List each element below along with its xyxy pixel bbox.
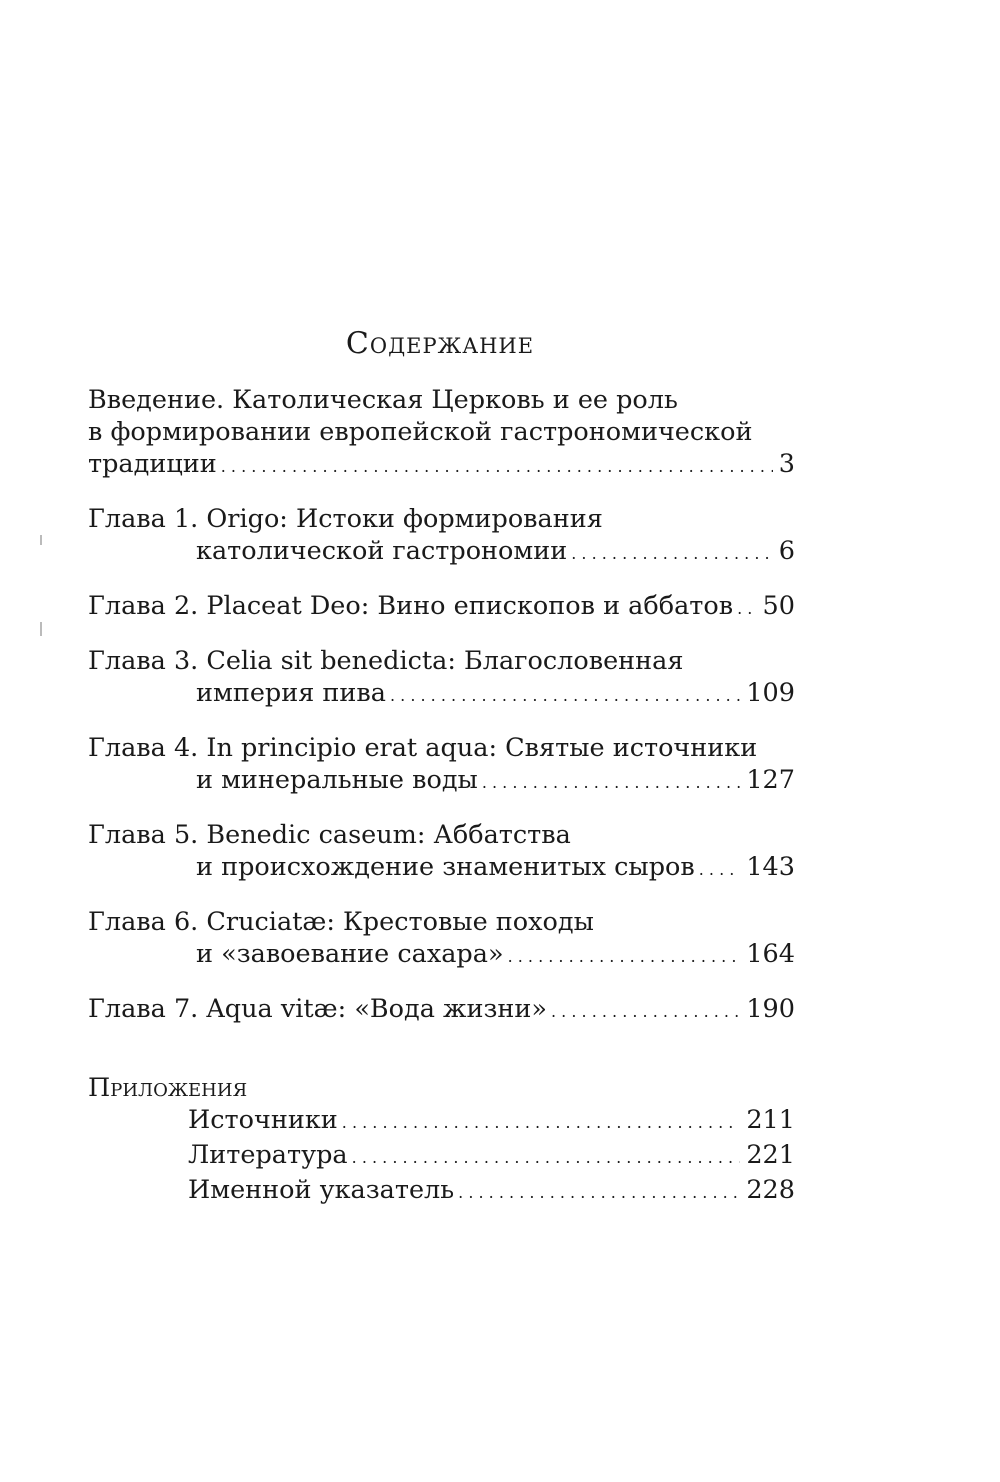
appendix-item-literature[interactable]: [188, 1139, 795, 1174]
toc-page-number: 3: [778, 449, 795, 479]
toc-entry-text: Глава 2. Placeat Deo: Вино епископов и аббатов: [88, 591, 734, 621]
toc-page-number: 190: [746, 994, 795, 1024]
toc-entry-text: империя пива: [196, 678, 386, 708]
toc-entry-line: [88, 938, 795, 973]
toc-entry-chapter-5[interactable]: [88, 819, 795, 886]
toc-entry-chapter-1[interactable]: [88, 503, 795, 570]
toc-entry-line: [88, 677, 795, 712]
toc-entry-text: Глава 7. Aqua vitæ: «Вода жизни»: [88, 994, 547, 1024]
dot-leader: [482, 764, 741, 799]
toc-entry-text: Глава 5. Benedic caseum: Аббатства: [88, 820, 571, 850]
toc-page-number: 6: [778, 536, 795, 566]
toc-entry-line: [88, 503, 795, 535]
toc-entry-line: [88, 535, 795, 570]
toc-page-number: 228: [746, 1175, 795, 1205]
dot-leader: [390, 677, 740, 712]
dot-leader: [571, 535, 773, 570]
toc-entry-line: [88, 764, 795, 799]
toc-page-number: 109: [746, 678, 795, 708]
toc-page-number: 127: [746, 765, 795, 795]
toc-entry-chapter-2[interactable]: [88, 590, 795, 625]
toc-entry-line: [88, 819, 795, 851]
appendix-item-name-index[interactable]: [188, 1174, 795, 1209]
toc-page-number: 211: [746, 1105, 795, 1135]
toc-entry-line: [88, 851, 795, 886]
toc-entry-line: [88, 732, 795, 764]
toc-page-number: 50: [762, 591, 795, 621]
appendix-item-sources[interactable]: [188, 1104, 795, 1139]
toc-entry-line: [88, 993, 795, 1028]
toc-entry-chapter-4[interactable]: [88, 732, 795, 799]
toc-entry-text: в формировании европейской гастрономической: [88, 417, 753, 447]
dot-leader: [342, 1104, 741, 1139]
toc-entry-chapter-3[interactable]: [88, 645, 795, 712]
toc-entry-text: Глава 6. Cruciatæ: Крестовые походы: [88, 907, 594, 937]
scan-speck: [40, 622, 42, 636]
toc-entry-text: Глава 3. Celia sit benedicta: Благословенная: [88, 646, 684, 676]
dot-leader: [737, 590, 756, 625]
toc-entry-introduction[interactable]: [88, 384, 795, 483]
toc-entry-text: Источники: [188, 1105, 338, 1135]
toc-entry-text: Глава 4. In principio erat aqua: Святые источники: [88, 733, 758, 763]
toc-entry-text: Именной указатель: [188, 1175, 455, 1205]
appendix-heading: Приложения: [88, 1073, 248, 1103]
toc-entry-text: и происхождение знаменитых сыров: [196, 852, 695, 882]
scan-speck: [40, 535, 42, 545]
toc-entry-text: и «завоевание сахара»: [196, 939, 504, 969]
dot-leader: [221, 448, 773, 483]
toc-entry-text: Литература: [188, 1140, 348, 1170]
toc-entry-text: католической гастрономии: [196, 536, 568, 566]
toc-entry-line: [88, 645, 795, 677]
toc-entry-text: традиции: [88, 449, 217, 479]
toc-page-number: 164: [746, 939, 795, 969]
dot-leader: [458, 1174, 740, 1209]
dot-leader: [508, 938, 741, 973]
toc-entry-text: и минеральные воды: [196, 765, 478, 795]
dot-leader: [352, 1139, 741, 1174]
table-of-contents: [88, 384, 795, 1209]
toc-entry-chapter-6[interactable]: [88, 906, 795, 973]
toc-entry-text: Введение. Католическая Церковь и ее роль: [88, 385, 678, 415]
page-title: Содержание: [345, 326, 535, 361]
dot-leader: [551, 993, 740, 1028]
toc-entry-text: Глава 1. Origo: Истоки формирования: [88, 504, 603, 534]
toc-entry-line: [88, 590, 795, 625]
dot-leader: [699, 851, 741, 886]
appendix-list: [88, 1104, 795, 1209]
toc-entry-chapter-7[interactable]: [88, 993, 795, 1028]
toc-entry-line: [88, 384, 795, 416]
toc-entry-line: [88, 416, 795, 448]
toc-entry-line: [88, 906, 795, 938]
toc-page-number: 221: [746, 1140, 795, 1170]
toc-entry-line: [88, 448, 795, 483]
toc-page-number: 143: [746, 852, 795, 882]
